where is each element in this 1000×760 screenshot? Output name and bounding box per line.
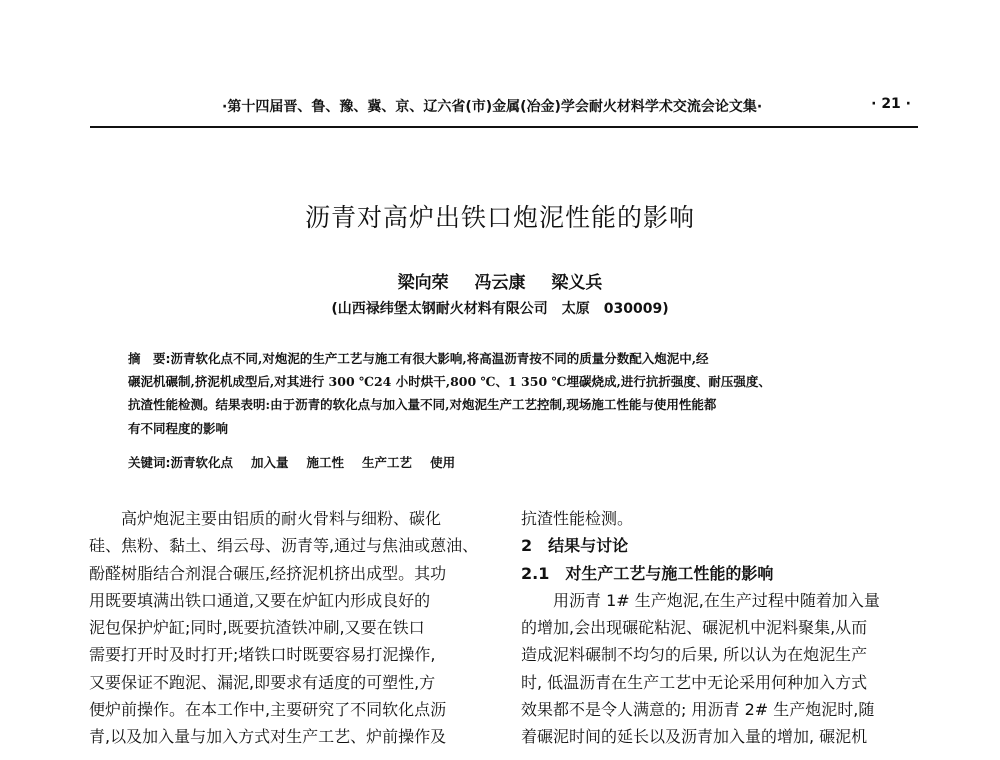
abstract-line: 抗渣性能检测。结果表明:由于沥青的软化点与加入量不同,对炮泥生产工艺控制,现场施工性能与使用性能都 [128,397,717,413]
author: 梁义兵 [551,273,603,293]
body-column-left [89,505,491,751]
paper-title: 沥青对高炉出铁口炮泥性能的影响 [304,203,695,232]
header-rule [90,126,918,128]
body-line: 用沥青 1# 生产炮泥,在生产过程中随着加入量 [521,590,880,610]
body-line: 便炉前操作。在本工作中,主要研究了不同软化点沥 [89,700,447,720]
body-line: 硅、焦粉、黏土、绢云母、沥青等,通过与焦油或蒽油、 [89,536,479,556]
keyword: 使用 [430,455,456,470]
subsection-heading: 2.1 对生产工艺与施工性能的影响 [521,563,774,583]
body-line: 效果都不是令人满意的; 用沥青 2# 生产炮泥时,随 [521,700,875,720]
proceedings-series-title: ·第十四届晋、鲁、豫、冀、京、辽六省(市)金属(冶金)学会耐火材料学术交流会论文集· [222,99,763,115]
body-line: 高炉炮泥主要由铝质的耐火骨料与细粉、碳化 [89,509,442,528]
body-line: 时, 低温沥青在生产工艺中无论采用何种加入方式 [521,672,868,692]
body-line: 用既要填满出铁口通道,又要在炉缸内形成良好的 [89,590,431,610]
author: 梁向荣 [397,273,449,293]
author: 冯云康 [474,273,526,293]
abstract-line: 摘 要:沥青软化点不同,对炮泥的生产工艺与施工有很大影响,将高温沥青按不同的质量分数配入炮泥中,经 [128,351,709,366]
body-line: 青,以及加入量与加入方式对生产工艺、炉前操作及 [89,727,447,747]
body-line: 又要保证不跑泥、漏泥,即要求有适度的可塑性,方 [89,672,436,692]
abstract-line: 碾泥机碾制,挤泥机成型后,对其进行 300 ℃24 小时烘干,800 ℃、1 350 ℃埋碳烧成,进行抗折强度、耐压强度、 [128,374,771,390]
body-line: 抗渣性能检测。 [521,509,634,528]
body-line: 造成泥料碾制不均匀的后果, 所以认为在炮泥生产 [521,645,868,665]
body-line: 需要打开时及时打开;堵铁口时既要容易打泥操作, [89,645,436,665]
body-line: 的增加,会出现碾砣粘泥、碾泥机中泥料聚集,从而 [521,618,868,638]
body-line: 酚醛树脂结合剂混合碾压,经挤泥机挤出成型。其功 [89,563,447,583]
abstract-line: 有不同程度的影响 [128,420,229,436]
keywords-label: 关键词: [128,455,171,470]
affiliation: (山西禄纬堡太钢耐火材料有限公司 太原 030009) [331,301,669,317]
keyword: 沥青软化点 [170,455,234,470]
running-header [90,96,915,122]
abstract-label: 摘 要: [128,351,171,366]
body-line: 着碾泥时间的延长以及沥青加入量的增加, 碾泥机 [521,727,868,747]
author-list [0,268,1000,293]
body-column-right [521,505,923,751]
keyword: 加入量 [251,455,289,470]
keyword: 生产工艺 [362,455,413,470]
abstract [128,347,883,440]
section-heading: 2 结果与讨论 [521,536,629,556]
page-number: · 21 · [871,96,911,112]
keywords [128,453,883,471]
body-line: 泥包保护炉缸;同时,既要抗渣铁冲刷,又要在铁口 [89,618,425,638]
keyword: 施工性 [306,455,345,470]
